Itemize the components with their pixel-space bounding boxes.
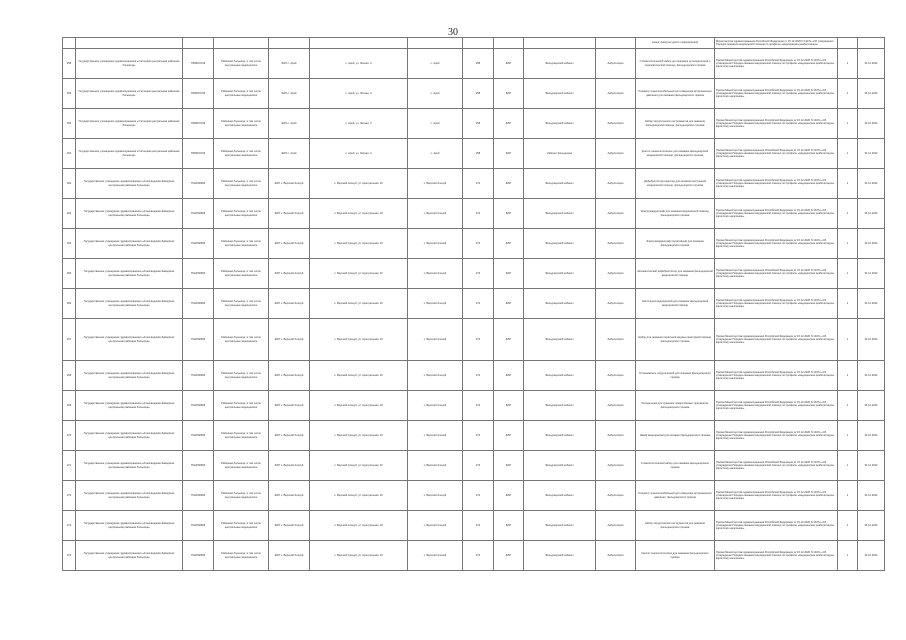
cell-type: ФАП xyxy=(494,361,524,391)
cell-org: Государственное учреждение здравоохранения «Александрово-Заводская центральная районная больница» xyxy=(76,541,183,571)
cell-kind: Районная больница, в том числе центральные медицинские xyxy=(214,79,269,109)
cell-inn: 7508001766 xyxy=(183,79,214,109)
cell-addr2: с. Верхний Аленуй xyxy=(408,451,463,481)
cell-eq: Амбулатория xyxy=(596,319,636,361)
table-row-continued xyxy=(63,38,885,49)
cell-code: 274 xyxy=(463,451,494,481)
cell-date: 31.12.2022 xyxy=(858,451,885,481)
cell-addr1: с. Верхний Аленуй, ул. Центральная, 16 xyxy=(310,361,408,391)
cell-addr2: с. Арей xyxy=(408,109,463,139)
cell-addr2: с. Верхний Аленуй xyxy=(408,289,463,319)
cell-qty: 1 xyxy=(838,139,858,169)
cell-basis: Приказ Министерства здравоохранения Российской Федерации от 15.12.2020 N 1347н «Об утверждении Порядка оказания медицинской помощи по профилю «медицинская реабилитация» взрослому населению» xyxy=(715,79,838,109)
cell-code: 274 xyxy=(463,319,494,361)
cell-org: Государственное учреждение здравоохранения «Александрово-Заводская центральная районная больница» xyxy=(76,289,183,319)
cell-eq: Амбулатория xyxy=(596,49,636,79)
cell-fap: ФАП с. Арей xyxy=(269,109,310,139)
cell-date: 31.12.2022 xyxy=(858,199,885,229)
cell-kind: Районная больница, в том числе центральные медицинские xyxy=(214,109,269,139)
cell-org: Государственное учреждение здравоохранения «Александрово-Заводская центральная районная больница» xyxy=(76,319,183,361)
table-row xyxy=(63,511,885,541)
cell-n: 274 xyxy=(63,541,76,571)
cell-qty: 1 xyxy=(838,169,858,199)
cell-basis: Приказ Министерства здравоохранения Российской Федерации от 15.12.2020 N 1347н «Об утверждении Порядка оказания медицинской помощи по профилю «медицинская реабилитация» взрослому населению» xyxy=(715,541,838,571)
cell-type: ФАП xyxy=(494,421,524,451)
cell-n: 269 xyxy=(63,391,76,421)
cell-date: 31.12.2022 xyxy=(858,259,885,289)
table-row xyxy=(63,319,885,361)
table-row xyxy=(63,139,885,169)
cell-code: 274 xyxy=(463,199,494,229)
cell-spec: Кабинет фельдшера xyxy=(524,139,596,169)
cell-type: ФАП xyxy=(494,169,524,199)
cell-spec: Фельдшерский кабинет xyxy=(524,79,596,109)
cell-eq: Амбулатория xyxy=(596,259,636,289)
cell-type: ФАП xyxy=(494,511,524,541)
cell-basis: Приказ Министерства здравоохранения Российской Федерации от 15.12.2020 N 1347н «Об утверждении Порядка оказания медицинской помощи по профилю «медицинская реабилитация» взрослому населению» xyxy=(715,229,838,259)
cell-addr2: с. Верхний Аленуй xyxy=(408,421,463,451)
cell-fap: ФАП с. Верхний Аленуй xyxy=(269,541,310,571)
cell-inn: 7512000806 xyxy=(183,511,214,541)
cell-qty: 1 xyxy=(838,541,858,571)
cell-type: ФАП xyxy=(494,451,524,481)
cell-fap: ФАП с. Верхний Аленуй xyxy=(269,511,310,541)
cell-addr1: с. Арей, ул. Лесная, 3 xyxy=(310,139,408,169)
cell-kind: Районная больница, в том числе центральные медицинские xyxy=(214,481,269,511)
cell-spec: Фельдшерский кабинет xyxy=(524,361,596,391)
cell-kind: Районная больница, в том числе центральные медицинские xyxy=(214,289,269,319)
cell-fap: ФАП с. Верхний Аленуй xyxy=(269,421,310,451)
cell-addr1: с. Верхний Аленуй, ул. Центральная, 16 xyxy=(310,289,408,319)
cell-spec: Фельдшерский кабинет xyxy=(524,199,596,229)
cell-addr1: с. Верхний Аленуй, ул. Центральная, 16 xyxy=(310,169,408,199)
cell-date: 31.12.2022 xyxy=(858,139,885,169)
cell-date: 31.12.2022 xyxy=(858,289,885,319)
table-row xyxy=(63,421,885,451)
cell-fap: ФАП с. Верхний Аленуй xyxy=(269,319,310,361)
table-row xyxy=(63,199,885,229)
cell-addr2: с. Верхний Аленуй xyxy=(408,361,463,391)
cell-qty: 1 xyxy=(838,199,858,229)
cell-fap: ФАП с. Арей xyxy=(269,79,310,109)
cell-eq: Амбулатория xyxy=(596,511,636,541)
cell-purpose: семья, физкультурного оздоровления) xyxy=(636,38,715,49)
table-row xyxy=(63,169,885,199)
page-number: 30 xyxy=(448,27,458,38)
cell-basis: Министерства здравоохранения Российской Федерации от 15.12.2020 N 1347н «Об утверждении Порядка оказания медицинской помощи по профилю «медицинская реабилитация» xyxy=(715,38,838,49)
cell-type: ФАП xyxy=(494,259,524,289)
cell-purpose: Набор хирургических инструментов для оказания фельдшерского приема xyxy=(636,511,715,541)
cell-org: Государственное учреждение здравоохранения «Учётецкая центральная районная больница» xyxy=(76,79,183,109)
cell-spec: Фельдшерский кабинет xyxy=(524,229,596,259)
cell-addr2: с. Верхний Аленуй xyxy=(408,541,463,571)
cell-qty: 1 xyxy=(838,79,858,109)
cell-inn: 7512000806 xyxy=(183,229,214,259)
cell-purpose: Тонометр транспортабельный для измерения артериального давления, фельдшерского приема xyxy=(636,481,715,511)
cell-addr2: с. Верхний Аленуй xyxy=(408,199,463,229)
cell-qty: 1 xyxy=(838,319,858,361)
cell-basis: Приказ Министерства здравоохранения Российской Федерации от 15.12.2020 N 1347н «Об утверждении Порядка оказания медицинской помощи по профилю «медицинская реабилитация» взрослому населению» xyxy=(715,391,838,421)
cell-n: 268 xyxy=(63,361,76,391)
cell-basis: Приказ Министерства здравоохранения Российской Федерации от 15.12.2020 N 1347н «Об утверждении Порядка оказания медицинской помощи по профилю «медицинская реабилитация» взрослому населению» xyxy=(715,361,838,391)
cell-basis: Приказ Министерства здравоохранения Российской Федерации от 15.12.2020 N 1347н «Об утверждении Порядка оказания медицинской помощи по профилю «медицинская реабилитация» взрослому населению» xyxy=(715,319,838,361)
cell-purpose: Автоматический дефибриллятор для оказания фельдшерской медицинской помощи xyxy=(636,259,715,289)
cell-addr1: с. Верхний Аленуй, ул. Центральная, 16 xyxy=(310,229,408,259)
cell-addr2: с. Верхний Аленуй xyxy=(408,169,463,199)
cell-addr1: с. Верхний Аленуй, ул. Центральная, 16 xyxy=(310,421,408,451)
cell-date: 31.12.2022 xyxy=(858,421,885,451)
cell-n: 270 xyxy=(63,421,76,451)
cell-spec: Фельдшерский кабинет xyxy=(524,289,596,319)
cell-addr1: с. Верхний Аленуй, ул. Центральная, 16 xyxy=(310,391,408,421)
cell-kind: Районная больница, в том числе центральные медицинские xyxy=(214,229,269,259)
cell-code: 274 xyxy=(463,229,494,259)
cell-fap: ФАП с. Верхний Аленуй xyxy=(269,391,310,421)
cell-basis: Приказ Министерства здравоохранения Российской Федерации от 15.12.2020 N 1347н «Об утверждении Порядка оказания медицинской помощи по профилю «медицинская реабилитация» взрослому населению» xyxy=(715,49,838,79)
cell-fap: ФАП с. Верхний Аленуй xyxy=(269,481,310,511)
cell-code: 274 xyxy=(463,259,494,289)
cell-inn: 7512000806 xyxy=(183,541,214,571)
cell-kind: Районная больница, в том числе центральные медицинские xyxy=(214,361,269,391)
cell-kind: Районная больница, в том числе центральные медицинские xyxy=(214,451,269,481)
table-row xyxy=(63,391,885,421)
cell-eq: Амбулатория xyxy=(596,391,636,421)
cell-addr1: с. Верхний Аленуй, ул. Центральная, 16 xyxy=(310,259,408,289)
cell-purpose: Отсасыватель хирургический для оказания фельдшерского приема xyxy=(636,361,715,391)
cell-purpose: Электрокардиограф портативный для оказания фельдшерского приема xyxy=(636,229,715,259)
cell-qty: 1 xyxy=(838,361,858,391)
cell-date: 31.12.2022 xyxy=(858,109,885,139)
cell-eq: Амбулатория xyxy=(596,199,636,229)
cell-purpose: Стоматологический набор для оказания фельдшерского приема xyxy=(636,451,715,481)
cell-n: 266 xyxy=(63,289,76,319)
cell-type: ФАП xyxy=(494,391,524,421)
cell-code: 274 xyxy=(463,421,494,451)
cell-spec: Фельдшерский кабинет xyxy=(524,421,596,451)
cell-inn: 7512000806 xyxy=(183,421,214,451)
table-row xyxy=(63,541,885,571)
cell-qty: 1 xyxy=(838,391,858,421)
cell-spec: Фельдшерский кабинет xyxy=(524,169,596,199)
cell-date: 31.12.2022 xyxy=(858,49,885,79)
cell-spec: Фельдшерский кабинет xyxy=(524,391,596,421)
cell-kind: Районная больница, в том числе центральные медицинские xyxy=(214,169,269,199)
cell-n: 258 xyxy=(63,49,76,79)
cell-addr2: с. Верхний Аленуй xyxy=(408,481,463,511)
cell-basis: Приказ Министерства здравоохранения Российской Федерации от 15.12.2020 N 1347н «Об утверждении Порядка оказания медицинской помощи по профилю «медицинская реабилитация» взрослому населению» xyxy=(715,481,838,511)
cell-org: Государственное учреждение здравоохранения «Александрово-Заводская центральная районная больница» xyxy=(76,481,183,511)
cell-org: Государственное учреждение здравоохранения «Александрово-Заводская центральная районная больница» xyxy=(76,259,183,289)
cell-code: 274 xyxy=(463,511,494,541)
cell-addr2: с. Верхний Аленуй xyxy=(408,319,463,361)
cell-inn: 7512000806 xyxy=(183,169,214,199)
cell-purpose: Набор хирургических инструментов для оказания фельдшерской помощи, фельдшерского приема xyxy=(636,109,715,139)
cell-date: 31.12.2022 xyxy=(858,319,885,361)
cell-addr1: с. Верхний Аленуй, ул. Центральная, 16 xyxy=(310,511,408,541)
cell-qty: 1 xyxy=(838,229,858,259)
cell-basis: Приказ Министерства здравоохранения Российской Федерации от 15.12.2020 N 1347н «Об утверждении Порядка оказания медицинской помощи по профилю «медицинская реабилитация» взрослому населению» xyxy=(715,289,838,319)
cell-code: 258 xyxy=(463,139,494,169)
cell-kind: Районная больница, в том числе центральные медицинские xyxy=(214,391,269,421)
cell-spec: Фельдшерский кабинет xyxy=(524,541,596,571)
cell-code: 274 xyxy=(463,391,494,421)
cell-kind: Районная больница, в том числе центральные медицинские xyxy=(214,49,269,79)
cell-qty: 1 xyxy=(838,511,858,541)
cell-code: 274 xyxy=(463,481,494,511)
cell-basis: Приказ Министерства здравоохранения Российской Федерации от 15.12.2020 N 1347н «Об утверждении Порядка оказания медицинской помощи по профилю «медицинская реабилитация» взрослому населению» xyxy=(715,109,838,139)
cell-qty: 1 xyxy=(838,481,858,511)
cell-inn: 7512000806 xyxy=(183,481,214,511)
cell-inn: 7512000806 xyxy=(183,259,214,289)
cell-inn: 7512000806 xyxy=(183,391,214,421)
equipment-table xyxy=(62,37,885,571)
table-row xyxy=(63,229,885,259)
cell-inn: 7508001766 xyxy=(183,49,214,79)
cell-inn: 7512000806 xyxy=(183,199,214,229)
cell-org: Государственное учреждение здравоохранения «Учётецкая центральная районная больница» xyxy=(76,109,183,139)
cell-org: Государственное учреждение здравоохранения «Александрово-Заводская центральная районная больница» xyxy=(76,169,183,199)
cell-org: Государственное учреждение здравоохранения «Александрово-Заводская центральная районная больница» xyxy=(76,391,183,421)
cell-spec: Фельдшерский кабинет xyxy=(524,481,596,511)
cell-n: 272 xyxy=(63,481,76,511)
table-row xyxy=(63,49,885,79)
table-row xyxy=(63,79,885,109)
cell-org: Государственное учреждение здравоохранения «Александрово-Заводская центральная районная больница» xyxy=(76,199,183,229)
cell-addr2: с. Арей xyxy=(408,79,463,109)
cell-spec: Фельдшерский кабинет xyxy=(524,49,596,79)
cell-date: 31.12.2022 xyxy=(858,169,885,199)
cell-code: 274 xyxy=(463,169,494,199)
cell-n: 271 xyxy=(63,451,76,481)
cell-date: 31.12.2022 xyxy=(858,391,885,421)
cell-spec: Фельдшерский кабинет xyxy=(524,451,596,481)
cell-org: Государственное учреждение здравоохранения «Учётецкая центральная районная больница» xyxy=(76,49,183,79)
cell-purpose: Холодильник для хранения лекарственных препаратов, фельдшерского приема xyxy=(636,391,715,421)
cell-purpose: Кресло гинекологическое для оказания фельдшерской медицинской помощи, фельдшерского приема xyxy=(636,139,715,169)
cell-eq: Амбулатория xyxy=(596,481,636,511)
cell-fap: ФАП с. Верхний Аленуй xyxy=(269,229,310,259)
cell-fap: ФАП с. Верхний Аленуй xyxy=(269,451,310,481)
cell-basis: Приказ Министерства здравоохранения Российской Федерации от 15.12.2020 N 1347н «Об утверждении Порядка оказания медицинской помощи по профилю «медицинская реабилитация» взрослому населению» xyxy=(715,451,838,481)
cell-basis: Приказ Министерства здравоохранения Российской Федерации от 15.12.2020 N 1347н «Об утверждении Порядка оказания медицинской помощи по профилю «медицинская реабилитация» взрослому населению» xyxy=(715,199,838,229)
cell-type: ФАП xyxy=(494,199,524,229)
cell-type: ФАП xyxy=(494,319,524,361)
table-row xyxy=(63,289,885,319)
cell-addr1: с. Верхний Аленуй, ул. Центральная, 16 xyxy=(310,541,408,571)
cell-n: 263 xyxy=(63,199,76,229)
table-row xyxy=(63,481,885,511)
cell-spec: Фельдшерский кабинет xyxy=(524,511,596,541)
cell-eq: Амбулатория xyxy=(596,451,636,481)
cell-addr2: с. Верхний Аленуй xyxy=(408,391,463,421)
cell-basis: Приказ Министерства здравоохранения Российской Федерации от 15.12.2020 N 1347н «Об утверждении Порядка оказания медицинской помощи по профилю «медицинская реабилитация» взрослому населению» xyxy=(715,511,838,541)
cell-inn: 7508001766 xyxy=(183,139,214,169)
cell-purpose: Тонометр транспортабельный для измерения артериального давления для оказания фельдшерского приема xyxy=(636,79,715,109)
cell-addr1: с. Верхний Аленуй, ул. Центральная, 16 xyxy=(310,451,408,481)
cell-code: 274 xyxy=(463,361,494,391)
cell-org: Государственное учреждение здравоохранения «Александрово-Заводская центральная районная больница» xyxy=(76,511,183,541)
cell-date: 31.12.2022 xyxy=(858,481,885,511)
cell-eq: Амбулатория xyxy=(596,109,636,139)
cell-type: ФАП xyxy=(494,49,524,79)
cell-fap: ФАП с. Верхний Аленуй xyxy=(269,259,310,289)
cell-purpose: Дефибриллятор-монитор для оказания экстренной медицинской помощи, фельдшерского приема xyxy=(636,169,715,199)
cell-addr1: с. Верхний Аленуй, ул. Центральная, 16 xyxy=(310,199,408,229)
cell-basis: Приказ Министерства здравоохранения Российской Федерации от 15.12.2020 N 1347н «Об утверждении Порядка оказания медицинской помощи по профилю «медицинская реабилитация» взрослому населению» xyxy=(715,169,838,199)
cell-n: 264 xyxy=(63,229,76,259)
cell-n: 265 xyxy=(63,259,76,289)
cell-n: 261 xyxy=(63,139,76,169)
cell-basis: Приказ Министерства здравоохранения Российской Федерации от 15.12.2020 N 1347н «Об утверждении Порядка оказания медицинской помощи по профилю «медицинская реабилитация» взрослому населению» xyxy=(715,421,838,451)
cell-code: 258 xyxy=(463,49,494,79)
cell-inn: 7512000806 xyxy=(183,319,214,361)
cell-spec: Фельдшерский кабинет xyxy=(524,319,596,361)
cell-kind: Районная больница, в том числе центральные медицинские xyxy=(214,259,269,289)
cell-code: 258 xyxy=(463,79,494,109)
cell-inn: 7512000806 xyxy=(183,451,214,481)
cell-purpose: Набор для оказания первичной медико-санитарной помощи, фельдшерского приема xyxy=(636,319,715,361)
cell-purpose: Светильник медицинский для оказания фельдшерской медицинской помощи xyxy=(636,289,715,319)
cell-n: 267 xyxy=(63,319,76,361)
cell-addr2: с. Верхний Аленуй xyxy=(408,229,463,259)
table-row xyxy=(63,361,885,391)
cell-qty: 1 xyxy=(838,421,858,451)
cell-type: ФАП xyxy=(494,109,524,139)
cell-type: ФАП xyxy=(494,481,524,511)
cell-eq: Амбулатория xyxy=(596,229,636,259)
cell-type: ФАП xyxy=(494,139,524,169)
cell-inn: 7512000806 xyxy=(183,361,214,391)
cell-qty: 1 xyxy=(838,451,858,481)
cell-kind: Районная больница, в том числе центральные медицинские xyxy=(214,199,269,229)
cell-n: 260 xyxy=(63,109,76,139)
cell-inn: 7508001766 xyxy=(183,109,214,139)
cell-qty: 1 xyxy=(838,109,858,139)
cell-qty: 1 xyxy=(838,289,858,319)
cell-fap: ФАП с. Верхний Аленуй xyxy=(269,361,310,391)
cell-n: 273 xyxy=(63,511,76,541)
cell-kind: Районная больница, в том числе центральные медицинские xyxy=(214,139,269,169)
cell-org: Государственное учреждение здравоохранения «Александрово-Заводская центральная районная больница» xyxy=(76,421,183,451)
cell-code: 258 xyxy=(463,109,494,139)
cell-addr1: с. Верхний Аленуй, ул. Центральная, 16 xyxy=(310,319,408,361)
cell-type: ФАП xyxy=(494,79,524,109)
cell-eq: Амбулатория xyxy=(596,541,636,571)
cell-date: 31.12.2022 xyxy=(858,229,885,259)
cell-org: Государственное учреждение здравоохранения «Александрово-Заводская центральная районная больница» xyxy=(76,361,183,391)
table-row xyxy=(63,109,885,139)
cell-spec: Фельдшерский кабинет xyxy=(524,109,596,139)
cell-org: Государственное учреждение здравоохранения «Александрово-Заводская центральная районная больница» xyxy=(76,451,183,481)
cell-org: Государственное учреждение здравоохранения «Учётецкая центральная районная больница» xyxy=(76,139,183,169)
cell-addr2: с. Верхний Аленуй xyxy=(408,259,463,289)
cell-kind: Районная больница, в том числе центральные медицинские xyxy=(214,541,269,571)
cell-addr2: с. Арей xyxy=(408,139,463,169)
table-row xyxy=(63,451,885,481)
cell-eq: Амбулатория xyxy=(596,169,636,199)
cell-eq: Амбулатория xyxy=(596,79,636,109)
cell-n: 262 xyxy=(63,169,76,199)
cell-n: 259 xyxy=(63,79,76,109)
cell-fap: ФАП с. Арей xyxy=(269,49,310,79)
cell-fap: ФАП с. Верхний Аленуй xyxy=(269,169,310,199)
cell-kind: Районная больница, в том числе центральные медицинские xyxy=(214,421,269,451)
cell-eq: Амбулатория xyxy=(596,421,636,451)
cell-basis: Приказ Министерства здравоохранения Российской Федерации от 15.12.2020 N 1347н «Об утверждении Порядка оказания медицинской помощи по профилю «медицинская реабилитация» взрослому населению» xyxy=(715,139,838,169)
cell-addr1: с. Арей, ул. Лесная, 3 xyxy=(310,109,408,139)
cell-purpose: Электрокардиограф для оказания медицинской помощи, фельдшерского приема xyxy=(636,199,715,229)
cell-date: 31.12.2022 xyxy=(858,541,885,571)
cell-type: ФАП xyxy=(494,229,524,259)
cell-addr2: с. Арей xyxy=(408,49,463,79)
cell-type: ФАП xyxy=(494,289,524,319)
cell-kind: Районная больница, в том числе центральные медицинские xyxy=(214,319,269,361)
cell-eq: Амбулатория xyxy=(596,289,636,319)
cell-addr1: с. Верхний Аленуй, ул. Центральная, 16 xyxy=(310,481,408,511)
cell-qty: 1 xyxy=(838,259,858,289)
cell-addr2: с. Верхний Аленуй xyxy=(408,511,463,541)
table-row xyxy=(63,259,885,289)
cell-qty: 1 xyxy=(838,49,858,79)
cell-addr1: с. Арей, ул. Лесная, 3 xyxy=(310,79,408,109)
cell-fap: ФАП с. Верхний Аленуй xyxy=(269,289,310,319)
cell-eq: Амбулатория xyxy=(596,139,636,169)
cell-code: 274 xyxy=(463,541,494,571)
cell-basis: Приказ Министерства здравоохранения Российской Федерации от 15.12.2020 N 1347н «Об утверждении Порядка оказания медицинской помощи по профилю «медицинская реабилитация» взрослому населению» xyxy=(715,259,838,289)
cell-date: 31.12.2022 xyxy=(858,361,885,391)
cell-addr1: с. Арей, ул. Лесная, 3 xyxy=(310,49,408,79)
cell-date: 31.12.2022 xyxy=(858,79,885,109)
cell-date: 31.12.2022 xyxy=(858,511,885,541)
cell-kind: Районная больница, в том числе центральные медицинские xyxy=(214,511,269,541)
cell-fap: ФАП с. Верхний Аленуй xyxy=(269,199,310,229)
cell-eq: Амбулатория xyxy=(596,361,636,391)
cell-purpose: Кресло гинекологическое для оказания фельдшерского приема xyxy=(636,541,715,571)
cell-inn: 7512000806 xyxy=(183,289,214,319)
cell-type: ФАП xyxy=(494,541,524,571)
cell-spec: Фельдшерский кабинет xyxy=(524,259,596,289)
cell-purpose: Стоматологический набор для оказания ортопедической и терапевтической помощи, фельдшерского приема xyxy=(636,49,715,79)
cell-code: 274 xyxy=(463,289,494,319)
cell-org: Государственное учреждение здравоохранения «Александрово-Заводская центральная районная больница» xyxy=(76,229,183,259)
cell-purpose: Шкаф медицинский для оказания фельдшерского приема xyxy=(636,421,715,451)
cell-fap: ФАП с. Арей xyxy=(269,139,310,169)
